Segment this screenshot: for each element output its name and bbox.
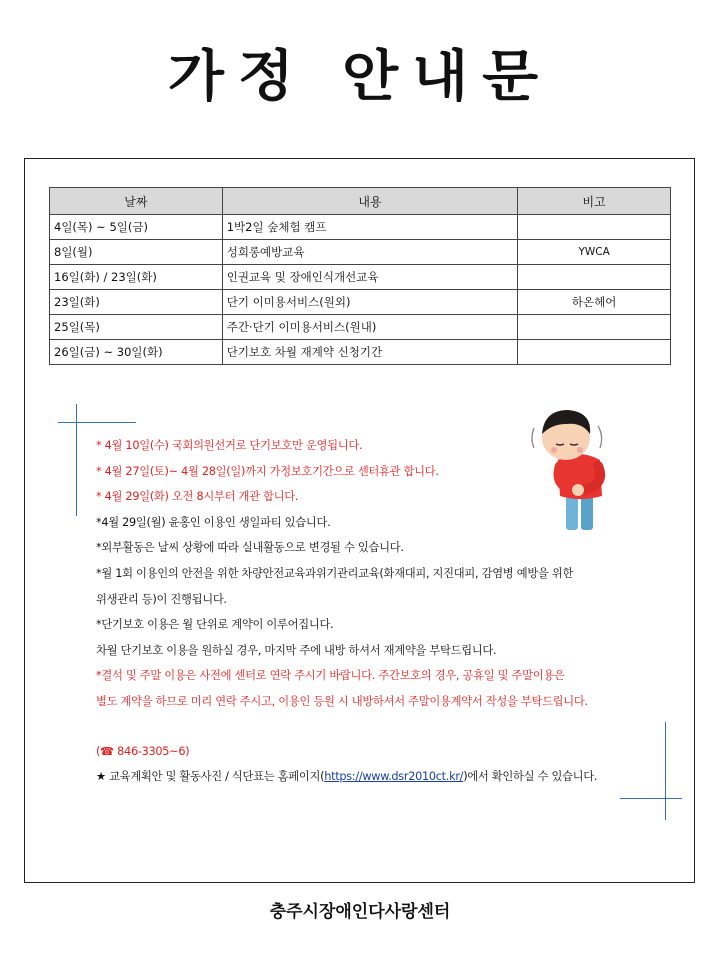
phone-number: (☎ 846-3305~6) <box>96 744 190 758</box>
cell-date: 4일(목) ~ 5일(금) <box>50 215 223 240</box>
cell-content: 인권교육 및 장애인식개선교육 <box>222 265 517 290</box>
notice-list <box>96 436 646 793</box>
table-row <box>50 315 671 340</box>
website-link[interactable]: https://www.dsr2010ct.kr/ <box>324 770 464 784</box>
organization-name: 충주시장애인다사랑센터 <box>269 902 451 922</box>
table-header-row <box>50 188 671 215</box>
cell-note <box>518 215 671 240</box>
cell-content: 단기 이미용서비스(원외) <box>222 290 517 315</box>
decorative-line-vertical-left <box>76 404 77 516</box>
table-row <box>50 265 671 290</box>
table-row <box>50 290 671 315</box>
cell-date: 26일(금) ~ 30일(화) <box>50 340 223 365</box>
cell-note <box>518 340 671 365</box>
table-row <box>50 340 671 365</box>
cell-note <box>518 315 671 340</box>
cell-content: 단기보호 차월 재계약 신청기간 <box>222 340 517 365</box>
notice-item: *4월 29일(월) 윤홍인 이용인 생일파티 있습니다. <box>96 515 331 529</box>
cell-date: 25일(목) <box>50 315 223 340</box>
cell-date: 8일(월) <box>50 240 223 265</box>
page-title: 가정 안내문 <box>167 43 553 109</box>
website-notice-suffix: )에서 확인하실 수 있습니다. <box>463 770 598 784</box>
cell-content: 주간·단기 이미용서비스(원내) <box>222 315 517 340</box>
notice-item: * 4월 27일(토)~ 4월 28일(일)까지 가정보호기간으로 센터휴관 합니다. <box>96 464 439 478</box>
website-notice <box>96 767 646 793</box>
website-notice-prefix: ★ 교육계획안 및 활동사진 / 식단표는 홈페이지( <box>96 770 325 784</box>
table-row <box>50 240 671 265</box>
notice-item: *외부활동은 날씨 상황에 따라 실내활동으로 변경될 수 있습니다. <box>96 541 404 555</box>
schedule-table <box>49 187 671 365</box>
notice-item-continued: 차월 단기보호 이용을 원하실 경우, 마지막 주에 내방 하셔서 재계약을 부탁드립니다. <box>96 643 497 657</box>
cell-note: YWCA <box>518 240 671 265</box>
notice-item: *월 1회 이용인의 안전을 위한 차량안전교육과위기관리교육(화재대피, 지진대피, 감염병 예방을 위한 <box>96 566 574 580</box>
header-content: 내용 <box>222 188 517 215</box>
cell-content: 성희롱예방교육 <box>222 240 517 265</box>
cell-content: 1박2일 숲체험 캠프 <box>222 215 517 240</box>
cell-note: 하온헤어 <box>518 290 671 315</box>
header-note: 비고 <box>518 188 671 215</box>
notice-item: * 4월 29일(화) 오전 8시부터 개관 합니다. <box>96 490 299 504</box>
notice-item-continued: 위생관리 등)이 진행됩니다. <box>96 592 227 606</box>
cell-date: 16일(화) / 23일(화) <box>50 265 223 290</box>
notice-item: *단기보호 이용은 월 단위로 계약이 이루어집니다. <box>96 618 334 632</box>
notice-item-continued: 별도 계약을 하므로 미리 연락 주시고, 이용인 등원 시 내방하셔서 주말이용계약서 작성을 부탁드립니다. <box>96 694 588 708</box>
header-date: 날짜 <box>50 188 223 215</box>
decorative-line-horizontal-right <box>620 798 682 799</box>
notice-item: * 4월 10일(수) 국회의원선거로 단기보호만 운영됩니다. <box>96 439 363 452</box>
table-row <box>50 215 671 240</box>
notice-item: *결석 및 주말 이용은 사전에 센터로 연락 주시기 바랍니다. 주간보호의 경우, 공휴일 및 주말이용은 <box>96 669 565 683</box>
decorative-line-horizontal-left <box>58 422 136 423</box>
cell-note <box>518 265 671 290</box>
decorative-line-vertical-right <box>665 722 666 820</box>
cell-date: 23일(화) <box>50 290 223 315</box>
